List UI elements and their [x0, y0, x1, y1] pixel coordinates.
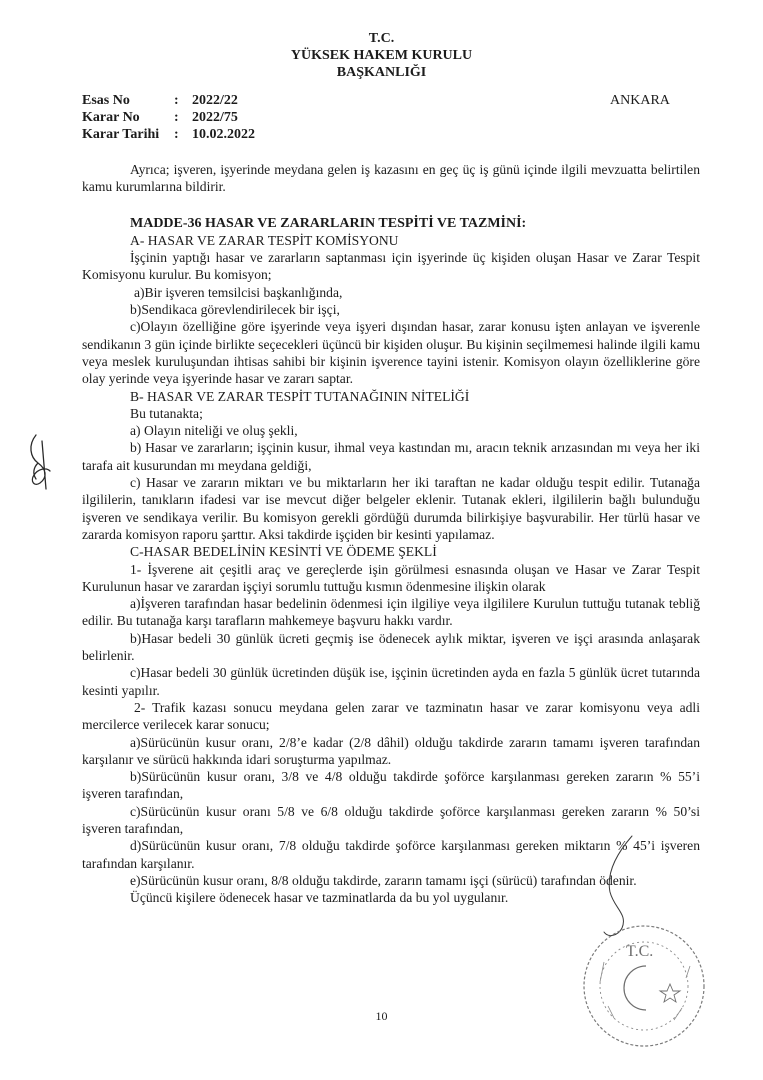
- esas-row: [82, 92, 255, 109]
- section-a-item-a: a)Bir işveren temsilcisi başkanlığında,: [134, 284, 343, 300]
- section-a-item-c: c)Olayın özelliğine göre işyerinde veya işyeri dışından hasar, zarar konusu işten anlayan ve işverenle sendikanın 3 gün içinde birlikte seçecekleri üçüncü bir kişiden oluşur. Bu kişinin seçilmemesi halinde ilgili kamu veya meslek kuruluşundan ihtisas sahibi bir kişinin işverence tayini istenir. Komisyon olayın özelliklerine göre olay yerinde veya işyerinde hasar ve zararı saptar.: [82, 319, 700, 387]
- official-seal-icon: [574, 922, 714, 1054]
- tarih-colon: :: [174, 127, 179, 142]
- section-b-item-a: a) Olayın niteliği ve oluş şekli,: [130, 423, 298, 439]
- karar-colon: :: [174, 110, 179, 125]
- section-a-item-b: b)Sendikaca görevlendirilecek bir işçi,: [130, 302, 340, 318]
- section-b-title: B- HASAR VE ZARAR TESPİT TUTANAĞININ NİTELİĞİ: [130, 388, 470, 404]
- esas-value: 2022/22: [192, 93, 238, 108]
- section-c-item-1a: a)İşveren tarafından hasar bedelinin ödenmesi için ilgiliye veya ilgililere Kurulun tuttuğu tutanak tebliğ edilir. Bu tutanağa karşı tarafların mahkemeye başvuru hakkı vardır.: [82, 596, 700, 629]
- letterhead: [0, 30, 763, 81]
- section-c-item-2e: e)Sürücünün kusur oranı, 8/8 olduğu takdirde, zararın tamamı işçi (sürücü) tarafından ödenir.: [130, 872, 637, 888]
- section-c-item-2b: b)Sürücünün kusur oranı, 3/8 ve 4/8 olduğu takdirde şoförce karşılanması gereken zararın % 55’i işveren tarafından,: [82, 769, 700, 802]
- header-tc: T.C.: [368, 31, 395, 46]
- section-c-item-1c: c)Hasar bedeli 30 günlük ücretinden düşük ise, işçinin ücretinden ayda en fazla 5 günlük ücret tutarında kesinti yapılır.: [82, 665, 700, 698]
- karar-row: [82, 109, 255, 126]
- section-c-title: C-HASAR BEDELİNİN KESİNTİ VE ÖDEME ŞEKLİ: [130, 544, 437, 560]
- section-c-item-2c: c)Sürücünün kusur oranı 5/8 ve 6/8 olduğu takdirde şoförce karşılanması gereken zararın % 50’si işveren tarafından,: [82, 803, 700, 836]
- section-c-item-1: 1- İşverene ait çeşitli araç ve gereçlerde işin görülmesi esnasında oluşan ve Hasar ve Zarar Tespit Kurulunun hasar ve zarardan işçiyi sorumlu tuttuğu kısmın ödenmesine ilişkin olarak: [82, 561, 700, 594]
- esas-label: Esas No: [82, 93, 130, 108]
- document-body: [82, 161, 700, 906]
- tarih-label: Karar Tarihi: [82, 127, 160, 142]
- section-c-closing: Üçüncü kişilere ödenecek hasar ve tazminatlarda da bu yol uygulanır.: [130, 890, 509, 906]
- section-c-item-2a: a)Sürücünün kusur oranı, 2/8’e kadar (2/8 dâhil) olduğu takdirde zararın tamamı işveren tarafından karşılanır ve sürücü hakkında idari soruşturma yapılmaz.: [82, 734, 700, 767]
- karar-label: Karar No: [82, 110, 140, 125]
- city-label: ANKARA: [610, 93, 670, 108]
- paragraph-notification: Ayrıca; işveren, işyerinde meydana gelen iş kazasını en geç üç iş günü içinde ilgili mevzuatta belirtilen kamu kurumlarına bildirir.: [82, 162, 700, 195]
- svg-text:T.C.: T.C.: [626, 943, 654, 960]
- section-b-item-b: b) Hasar ve zararların; işçinin kusur, ihmal veya kastından mı, aracın teknik arızasından mı veya her iki tarafa ait kusurundan mı meydana geldiği,: [82, 440, 700, 473]
- section-c-item-2: 2- Trafik kazası sonucu meydana gelen zarar ve tazminatın hasar ve zarar komisyonu veya adli mercilerce verilecek karar sonucu;: [82, 699, 700, 733]
- section-c-item-1b: b)Hasar bedeli 30 günlük ücreti geçmiş ise ödenecek aylık miktar, işveren ve işçi arasında anlaşarak belirlenir.: [82, 630, 700, 664]
- section-a-title: A- HASAR VE ZARAR TESPİT KOMİSYONU: [130, 232, 399, 248]
- section-b-intro: Bu tutanakta;: [130, 405, 203, 421]
- handwritten-initial-icon: [24, 433, 54, 491]
- section-c-item-2d: d)Sürücünün kusur oranı, 7/8 olduğu takdirde şoförce karşılanması gereken miktarın % 45’i işveren tarafından karşılanır.: [82, 838, 700, 871]
- page-number: 10: [375, 1009, 388, 1023]
- section-a-intro: İşçinin yaptığı hasar ve zararların saptanması için işyerinde üç kişiden oluşan Hasar ve Zarar Tespit Komisyonu kurulur. Bu komisyon;: [82, 250, 700, 283]
- section-b-item-c: c) Hasar ve zararın miktarı ve bu miktarların her iki taraftan ne kadar olduğu tespit edilir. Tutanağa ilgililerin, tanıkların ifadesi var ise mevcut diğer belgeler eklenir. Tutanak ekleri, ilgililerin bağlı bulunduğu işveren ve sendikaya verilir. Bu komisyon gerekli gördüğü durumda bilirkişiye başvurabilir. Her türlü hasar ve zararda komisyon raporu şarttır. Aksi takdirde işçiden bir kesinti yapılamaz.: [82, 475, 700, 542]
- karar-value: 2022/75: [192, 110, 238, 125]
- header-institution: YÜKSEK HAKEM KURULU: [290, 48, 473, 63]
- case-info: [82, 92, 255, 143]
- header-department: BAŞKANLIĞI: [336, 65, 427, 80]
- tarih-row: [82, 126, 255, 143]
- esas-colon: :: [174, 93, 179, 108]
- tarih-value: 10.02.2022: [192, 127, 255, 142]
- article-title: MADDE-36 HASAR VE ZARARLARIN TESPİTİ VE TAZMİNİ:: [130, 215, 527, 231]
- paragraph-gap: [82, 196, 700, 213]
